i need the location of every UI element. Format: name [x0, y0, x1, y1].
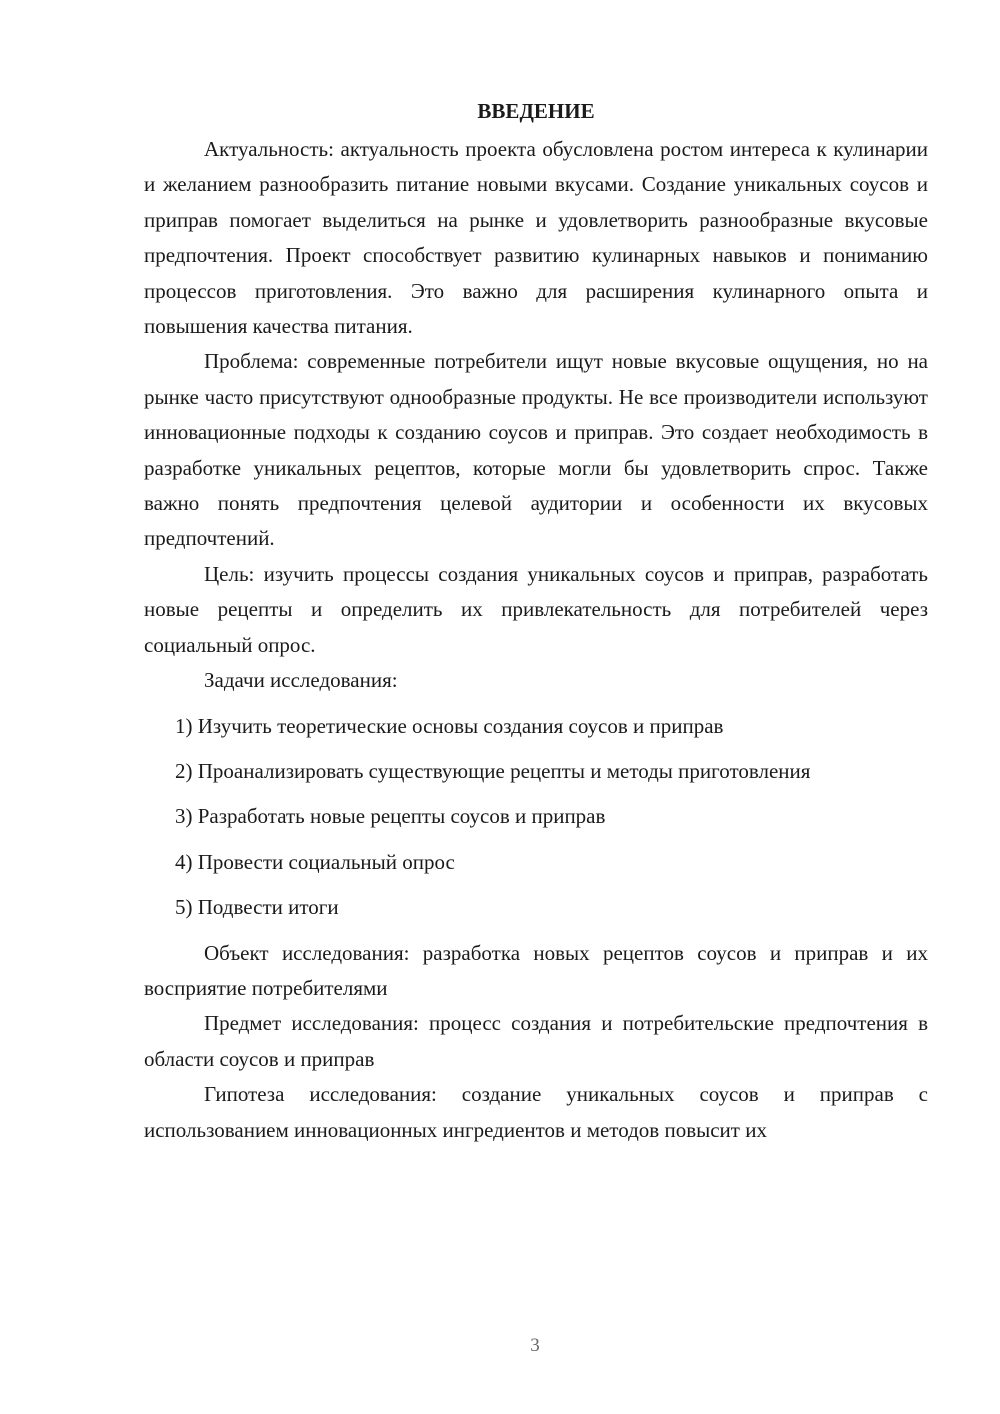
goal-paragraph: Цель: изучить процессы создания уникальных соусов и приправ, разработать новые рецепты и определить их привлекательность для потребителей через социальный опрос. — [144, 561, 928, 657]
hypothesis-paragraph: Гипотеза исследования: создание уникальных соусов и приправ с использованием инновационных ингредиентов и методов повысит их — [144, 1082, 928, 1142]
task-item: 3) Разработать новые рецепты соусов и приправ — [175, 804, 606, 829]
relevance-paragraph: Актуальность: актуальность проекта обусловлена ростом интереса к кулинарии и желанием разнообразить питание новыми вкусами. Создание уникальных соусов и приправ помогает выделиться на рынке и удовлетворить разнообразные вкусовые предпочтения. Проект способствует развитию кулинарных навыков и пониманию процессов приготовления. Это важно для расширения кулинарного опыта и повышения качества питания. — [144, 137, 928, 339]
task-item: 2) Проанализировать существующие рецепты и методы приготовления — [175, 758, 811, 783]
task-item: 5) Подвести итоги — [175, 895, 339, 920]
document-page — [144, 96, 928, 1148]
task-item: 1) Изучить теоретические основы создания соусов и приправ — [175, 713, 724, 738]
object-paragraph: Объект исследования: разработка новых рецептов соусов и приправ и их восприятие потребителями — [144, 940, 928, 1000]
page-number: 3 — [530, 1335, 540, 1356]
section-heading: ВВЕДЕНИЕ — [477, 99, 595, 123]
tasks-title: Задачи исследования: — [204, 668, 398, 693]
subject-paragraph: Предмет исследования: процесс создания и потребительские предпочтения в области соусов и приправ — [144, 1011, 928, 1071]
task-item: 4) Провести социальный опрос — [175, 849, 455, 874]
problem-paragraph: Проблема: современные потребители ищут новые вкусовые ощущения, но на рынке часто присутствуют однообразные продукты. Не все производители используют инновационные подходы к созданию соусов и приправ. Это создает необходимость в разработке уникальных рецептов, которые могли бы удовлетворить спрос. Также важно понять предпочтения целевой аудитории и особенности их вкусовых предпочтений. — [144, 349, 928, 551]
